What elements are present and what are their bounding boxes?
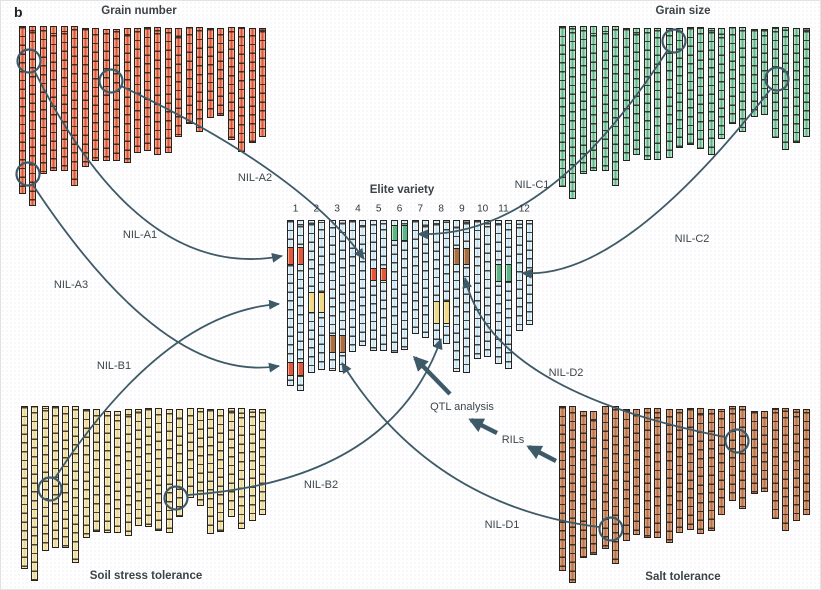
chromosome-bar bbox=[196, 27, 203, 132]
chromosome-bar bbox=[166, 409, 173, 533]
chromosome-bar bbox=[803, 28, 810, 137]
chromosome-bar bbox=[370, 220, 377, 351]
chromosome-bar bbox=[772, 27, 779, 138]
chromosome-pair bbox=[186, 27, 203, 132]
chromosome-pair bbox=[104, 411, 121, 533]
chromosome-pair bbox=[772, 408, 789, 531]
introgression-segment-yellow bbox=[443, 301, 450, 324]
elite-chromosome-pair bbox=[433, 220, 450, 346]
chromosome-bar bbox=[623, 28, 630, 161]
chromosome-bar bbox=[612, 26, 619, 186]
chromosome-pair bbox=[166, 409, 183, 533]
nil-curve-label: NIL-C1 bbox=[514, 179, 550, 191]
chromosome-bar bbox=[83, 409, 90, 538]
introgression-segment-red bbox=[297, 247, 304, 265]
chromosome-bar bbox=[238, 27, 245, 152]
introgression-segment-yellow bbox=[318, 292, 325, 313]
chromosome-bar bbox=[238, 408, 245, 529]
chromosome-pair bbox=[708, 28, 725, 155]
nil-curve-label: NIL-A2 bbox=[237, 172, 273, 184]
chromosome-bar bbox=[453, 220, 460, 372]
chromosome-bar bbox=[259, 409, 266, 515]
elite-variety-title: Elite variety bbox=[369, 184, 435, 196]
elite-chromosome-number: 4 bbox=[355, 203, 361, 215]
chromosome-bar bbox=[644, 28, 651, 160]
elite-chromosome-number: 10 bbox=[477, 203, 489, 215]
qtl-analysis-label: QTL analysis bbox=[430, 401, 494, 413]
nil-curve-label: NIL-D2 bbox=[548, 367, 584, 379]
chromosome-bar bbox=[697, 27, 704, 149]
chromosome-pair bbox=[82, 28, 99, 167]
elite-chromosome-pair bbox=[412, 220, 429, 338]
chromosome-bar bbox=[40, 26, 47, 174]
chromosome-bar bbox=[175, 28, 182, 137]
chromosome-bar bbox=[474, 220, 481, 359]
chromosome-pair bbox=[144, 27, 161, 155]
chromosome-bar bbox=[50, 26, 57, 171]
chromosome-bar bbox=[708, 409, 715, 531]
chromosome-pair bbox=[793, 409, 810, 521]
chromosome-bar bbox=[217, 409, 224, 532]
chromosome-bar bbox=[666, 28, 673, 158]
chromosome-pair bbox=[580, 411, 597, 558]
chromosome-bar bbox=[739, 27, 746, 132]
chromosome-pair bbox=[751, 411, 768, 494]
chromosome-bar bbox=[82, 28, 89, 167]
chromosome-pair bbox=[644, 28, 661, 160]
chromosome-bar bbox=[782, 408, 789, 531]
chromosome-pair bbox=[623, 28, 640, 161]
elite-chromosome-number: 7 bbox=[417, 203, 424, 215]
chromosome-bar bbox=[612, 406, 619, 564]
chromosome-bar bbox=[249, 409, 256, 521]
elite-chromosome-pair bbox=[516, 220, 533, 331]
chromosome-bar bbox=[516, 220, 523, 331]
chromosome-bar bbox=[803, 409, 810, 515]
chromosome-bar bbox=[21, 406, 28, 569]
chromosome-pair bbox=[249, 409, 266, 521]
chromosome-bar bbox=[633, 409, 640, 535]
introgression-segment-brown bbox=[463, 248, 470, 265]
chromosome-bar bbox=[590, 411, 597, 555]
chromosome-pair bbox=[559, 26, 576, 199]
chromosome-bar bbox=[590, 26, 597, 171]
nil-curve-label: NIL-A3 bbox=[53, 279, 89, 291]
chromosome-bar bbox=[751, 29, 758, 117]
chromosome-bar bbox=[580, 411, 587, 558]
chromosome-pair bbox=[559, 406, 576, 583]
chromosome-pair bbox=[165, 28, 182, 153]
chromosome-bar bbox=[412, 220, 419, 334]
elite-chromosome-number: 9 bbox=[459, 203, 465, 215]
chromosome-bar bbox=[739, 406, 746, 509]
chromosome-pair bbox=[103, 29, 120, 161]
elite-chromosome-pair bbox=[453, 220, 470, 373]
chromosome-bar bbox=[134, 28, 141, 153]
elite-chromosome-pair bbox=[287, 220, 304, 391]
chromosome-bar bbox=[729, 27, 736, 124]
chromosome-bar bbox=[42, 406, 49, 551]
chromosome-bar bbox=[505, 220, 512, 369]
elite-chromosome-number: 6 bbox=[396, 203, 403, 215]
chromosome-bar bbox=[165, 28, 172, 153]
introgression-segment-red bbox=[287, 362, 294, 376]
nil-curve-nil-a3 bbox=[33, 185, 279, 368]
elite-chromosome-number: 12 bbox=[518, 203, 530, 215]
introgression-segment-yellow bbox=[433, 301, 440, 324]
introgression-segment-green bbox=[401, 225, 408, 241]
chromosome-bar bbox=[782, 27, 789, 150]
chromosome-pair bbox=[19, 26, 36, 206]
chromosome-bar bbox=[125, 409, 132, 536]
chromosome-bar bbox=[623, 409, 630, 541]
chromosome-pair bbox=[83, 409, 100, 538]
chromosome-pair bbox=[207, 409, 224, 534]
chromosome-bar bbox=[729, 406, 736, 501]
chromosome-bar bbox=[793, 28, 800, 143]
chromosome-bar bbox=[359, 220, 366, 346]
introgression-segment-brown bbox=[329, 335, 336, 353]
chromosome-bar bbox=[228, 408, 235, 517]
chromosome-bar bbox=[197, 408, 204, 506]
chromosome-pair bbox=[708, 409, 725, 531]
chromosome-bar bbox=[187, 408, 194, 498]
panel-letter: b bbox=[14, 4, 23, 20]
chromosome-pair bbox=[666, 28, 683, 158]
chromosome-bar bbox=[380, 220, 387, 351]
chromosome-bar bbox=[633, 28, 640, 155]
chromosome-bar bbox=[761, 29, 768, 115]
chromosome-bar bbox=[443, 220, 450, 344]
introgression-segment-green bbox=[391, 225, 398, 241]
chromosome-pair bbox=[21, 406, 38, 581]
introgression-segment-green bbox=[505, 264, 512, 282]
chromosome-bar bbox=[62, 406, 69, 548]
chromosome-bar bbox=[104, 411, 111, 533]
chromosome-bar bbox=[249, 28, 256, 143]
chromosome-bar bbox=[676, 28, 683, 148]
chromosome-pair bbox=[228, 408, 245, 529]
chromosome-bar bbox=[559, 406, 566, 571]
chromosome-bar bbox=[602, 406, 609, 549]
chromosome-bar bbox=[708, 28, 715, 155]
chromosome-bar bbox=[687, 408, 694, 530]
chromosome-bar bbox=[135, 409, 142, 526]
introgression-segment-red bbox=[287, 247, 294, 265]
chromosome-bar bbox=[31, 406, 38, 581]
rils-arrow bbox=[529, 447, 556, 461]
chromosome-bar bbox=[52, 406, 59, 548]
introgression-segment-red bbox=[297, 362, 304, 376]
chromosome-bar bbox=[113, 29, 120, 161]
chromosome-pair bbox=[666, 409, 683, 543]
chromosome-pair bbox=[623, 409, 640, 541]
chromosome-bar bbox=[697, 408, 704, 534]
elite-chromosome-number: 5 bbox=[375, 203, 382, 215]
chromosome-bar bbox=[259, 28, 266, 137]
chromosome-bar bbox=[666, 409, 673, 543]
elite-chromosome-number: 1 bbox=[292, 203, 299, 215]
chromosome-pair bbox=[772, 27, 789, 150]
chromosome-bar bbox=[92, 28, 99, 161]
nil-curve-label: NIL-B1 bbox=[96, 360, 132, 372]
chromosome-bar bbox=[526, 220, 533, 325]
elite-chromosome-pair bbox=[474, 220, 491, 359]
elite-chromosome-pair bbox=[329, 220, 346, 372]
chromosome-pair bbox=[751, 29, 768, 117]
grain-number-title: Grain number bbox=[101, 5, 177, 17]
chromosome-bar bbox=[676, 409, 683, 533]
chromosome-bar bbox=[186, 27, 193, 124]
introgression-segment-brown bbox=[453, 248, 460, 265]
chromosome-bar bbox=[580, 26, 587, 174]
chromosome-pair bbox=[249, 28, 266, 143]
soil-stress-tolerance-title: Soil stress tolerance bbox=[89, 570, 203, 582]
chromosome-bar bbox=[349, 220, 356, 352]
chromosome-pair bbox=[228, 27, 245, 152]
rils-arrow bbox=[471, 420, 497, 433]
nil-curve-label: NIL-C2 bbox=[674, 233, 710, 245]
chromosome-pair bbox=[729, 406, 746, 509]
chromosome-bar bbox=[72, 406, 79, 563]
chromosome-bar bbox=[114, 411, 121, 533]
chromosome-pair bbox=[207, 28, 224, 118]
chromosome-bar bbox=[19, 26, 26, 194]
chromosome-bar bbox=[154, 27, 161, 155]
chromosome-bar bbox=[176, 409, 183, 517]
chromosome-pair bbox=[124, 28, 141, 163]
chromosome-bar bbox=[61, 26, 68, 171]
rils-label: RILs bbox=[501, 434, 525, 446]
elite-chromosome-number: 8 bbox=[438, 203, 444, 215]
chromosome-pair bbox=[687, 408, 704, 534]
chromosome-bar bbox=[718, 409, 725, 515]
chromosome-pair bbox=[687, 27, 704, 149]
introgression-segment-red bbox=[380, 268, 387, 281]
elite-chromosome-number: 11 bbox=[498, 203, 509, 215]
grain-size-title: Grain size bbox=[655, 5, 711, 17]
chromosome-bar bbox=[29, 26, 36, 206]
introgression-segment-red bbox=[370, 268, 377, 281]
chromosome-bar bbox=[93, 409, 100, 532]
chromosome-bar bbox=[103, 29, 110, 161]
elite-chromosome-pair bbox=[349, 220, 366, 352]
chromosome-bar bbox=[144, 27, 151, 151]
nil-curve-label: NIL-A1 bbox=[122, 229, 158, 241]
chromosome-bar bbox=[654, 28, 661, 160]
chromosome-bar bbox=[569, 26, 576, 199]
chromosome-bar bbox=[124, 28, 131, 163]
chromosome-bar bbox=[569, 406, 576, 583]
introgression-segment-yellow bbox=[308, 292, 315, 313]
salt-tolerance-title: Salt tolerance bbox=[645, 571, 721, 583]
chromosome-bar bbox=[559, 26, 566, 187]
chromosome-bar bbox=[751, 411, 758, 494]
chromosome-bar bbox=[484, 220, 491, 357]
elite-chromosome-pair bbox=[391, 220, 408, 353]
elite-chromosome-pair bbox=[308, 220, 325, 373]
introgression-segment-green bbox=[495, 264, 502, 282]
chromosome-pair bbox=[187, 408, 204, 506]
chromosome-bar bbox=[217, 28, 224, 116]
nil-curve-label: NIL-D1 bbox=[484, 519, 520, 531]
chromosome-bar bbox=[644, 408, 651, 538]
chromosome-bar bbox=[654, 408, 661, 538]
chromosome-bar bbox=[145, 408, 152, 527]
chromosome-bar bbox=[422, 220, 429, 338]
chromosome-bar bbox=[687, 27, 694, 145]
chromosome-pair bbox=[580, 26, 597, 174]
nil-curve-label: NIL-B2 bbox=[303, 479, 339, 491]
chromosome-bar bbox=[207, 28, 214, 118]
chromosome-pair bbox=[42, 406, 59, 551]
introgression-segment-brown bbox=[339, 335, 346, 353]
chromosome-pair bbox=[644, 408, 661, 538]
chromosome-bar bbox=[207, 409, 214, 534]
chromosome-bar bbox=[463, 220, 470, 373]
chromosome-bar bbox=[155, 408, 162, 531]
chromosome-pair bbox=[602, 406, 619, 564]
chromosome-bar bbox=[761, 411, 768, 492]
chromosome-pair bbox=[125, 409, 142, 536]
chromosome-pair bbox=[145, 408, 162, 531]
chromosome-bar bbox=[495, 220, 502, 364]
chromosome-pair bbox=[61, 26, 78, 186]
elite-chromosome-pair bbox=[370, 220, 387, 351]
chromosome-bar bbox=[228, 27, 235, 140]
chromosome-bar bbox=[772, 408, 779, 519]
chromosome-bar bbox=[433, 220, 440, 346]
chromosome-pair bbox=[62, 406, 79, 563]
chromosome-pair bbox=[40, 26, 57, 174]
elite-chromosome-number: 3 bbox=[334, 203, 340, 215]
qtl-analysis-arrow bbox=[415, 358, 450, 394]
chromosome-bar bbox=[793, 409, 800, 521]
chromosome-bar bbox=[602, 26, 609, 171]
chromosome-bar bbox=[718, 28, 725, 139]
chromosome-bar bbox=[71, 26, 78, 186]
chromosome-pair bbox=[793, 28, 810, 143]
chromosome-pair bbox=[602, 26, 619, 186]
elite-chromosome-pair bbox=[495, 220, 512, 369]
chromosome-pair bbox=[729, 27, 746, 132]
elite-chromosome-number: 2 bbox=[313, 203, 320, 215]
